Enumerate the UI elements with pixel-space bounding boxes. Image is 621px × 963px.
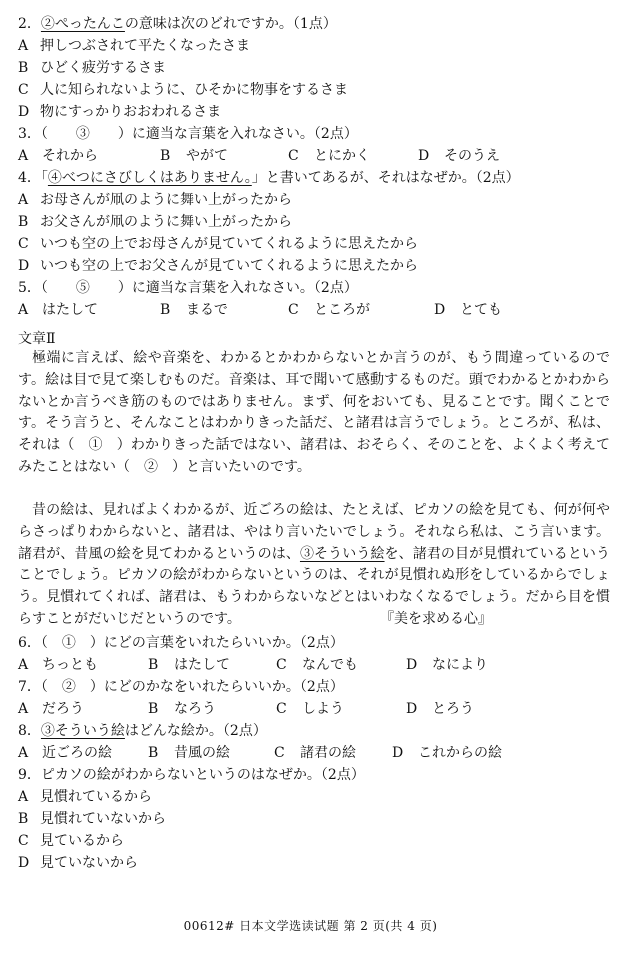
option-letter: A <box>18 148 29 164</box>
passage-source: 『美を求める心』 <box>380 611 492 627</box>
option-letter: C <box>288 148 299 164</box>
option-letter: C <box>18 236 29 252</box>
option-text: まるで <box>186 302 228 318</box>
passage-heading: 文章Ⅱ <box>18 331 56 347</box>
option-letter: B <box>18 60 29 76</box>
question-9: 9．ピカソの絵がわからないというのはなぜか。（2点） <box>18 767 365 783</box>
option-text: 人に知られないように、ひそかに物事をするさま <box>40 82 348 98</box>
option-text: いつも空の上でお母さんが見ていてくれるように思えたから <box>40 236 418 252</box>
option-text: なんでも <box>302 657 358 673</box>
option-letter: B <box>148 657 159 673</box>
option-text: しよう <box>302 701 344 717</box>
question-8-text: はどんな絵か。（2点） <box>124 723 267 739</box>
option-letter: C <box>276 657 287 673</box>
question-6: 6．（ ① ）にどの言葉をいれたらいいか。（2点） <box>18 635 344 651</box>
question-7: 7．（ ② ）にどのかなをいれたらいいか。（2点） <box>18 679 344 695</box>
question-2-number: 2． <box>18 16 41 32</box>
question-2-text: の意味は次のどれですか。（1点） <box>124 16 337 32</box>
option-text: とても <box>460 302 502 318</box>
option-text: 物にすっかりおおわれるさま <box>40 104 222 120</box>
option-letter: A <box>18 789 29 805</box>
option-text: 見慣れていないから <box>40 811 166 827</box>
option-text: はたして <box>42 302 98 318</box>
option-text: いつも空の上でお父さんが見ていてくれるように思えたから <box>40 258 418 274</box>
option-letter: B <box>148 701 159 717</box>
option-letter: D <box>406 657 418 673</box>
question-4-text: 」と書いてあるが、それはなぜか。（2点） <box>251 170 520 186</box>
option-text: とにかく <box>314 148 370 164</box>
option-letter: B <box>160 302 171 318</box>
question-2-reference: ②ぺったんこ <box>40 16 125 32</box>
option-text: そのうえ <box>444 148 500 164</box>
option-text: ところが <box>314 302 370 318</box>
option-text: 見ていないから <box>40 855 138 871</box>
option-letter: D <box>406 701 418 717</box>
option-letter: A <box>18 38 29 54</box>
question-4 <box>18 167 610 189</box>
option-text: 見慣れているから <box>40 789 152 805</box>
question-2 <box>18 13 610 35</box>
passage-reference: ③そういう絵 <box>299 545 385 562</box>
paragraph-text: を、諸君の目が見慣れているということでしょう。ピカソの絵がわからないというのは、それが見慣れぬ形をしているからでしょう。見慣れてくれば、諸君は、もうわからないなどとはいわなくなるでしょう。だから目を慣らすことがだいじだというのです。 <box>18 545 611 627</box>
option-letter: A <box>18 192 29 208</box>
option-letter: D <box>18 258 30 274</box>
option-text: 押しつぶされて平たくなったさま <box>40 38 250 54</box>
option-text: とろう <box>432 701 474 717</box>
option-text: やがて <box>186 148 228 164</box>
option-text: 昔風の絵 <box>174 745 230 761</box>
question-8-reference: ③そういう絵 <box>40 723 125 739</box>
option-text: お父さんが凧のように舞い上がったから <box>40 214 292 230</box>
option-text: はたして <box>174 657 230 673</box>
option-letter: B <box>18 214 29 230</box>
option-text: だろう <box>42 701 84 717</box>
question-5: 5．（ ⑤ ）に適当な言葉を入れなさい。（2点） <box>18 280 358 296</box>
page-footer: 00612# 日本文学选读试题 第 2 页(共 4 页) <box>183 919 438 933</box>
option-letter: A <box>18 745 29 761</box>
option-letter: C <box>18 82 29 98</box>
option-letter: B <box>18 811 29 827</box>
option-letter: A <box>18 657 29 673</box>
option-letter: B <box>148 745 159 761</box>
question-8-number: 8． <box>18 723 41 739</box>
option-text: ちっとも <box>42 657 98 673</box>
question-4-number: 4．「 <box>18 170 48 186</box>
question-8 <box>18 720 610 742</box>
option-letter: D <box>392 745 404 761</box>
option-text: これからの絵 <box>418 745 502 761</box>
option-text: ひどく疲労するさま <box>40 60 166 76</box>
option-letter: A <box>18 302 29 318</box>
paragraph-text: 昔の絵は、見ればよくわかるが、近ごろの絵は、たとえば、ピカソの絵を見ても、何が何やらさっぱりわからないと、諸君は、やはり言いたいでしょう。それなら私は、こう言います。諸君が、昔風の絵を見てわかるというのは、 <box>18 502 610 562</box>
question-4-reference: ④べつにさびしくはありません。 <box>47 170 252 186</box>
option-letter: C <box>288 302 299 318</box>
option-letter: D <box>418 148 430 164</box>
option-text: なろう <box>174 701 216 717</box>
option-letter: D <box>18 104 30 120</box>
option-letter: B <box>160 148 171 164</box>
option-letter: C <box>274 745 285 761</box>
option-letter: D <box>434 302 446 318</box>
option-letter: A <box>18 701 29 717</box>
passage-paragraph-1: 極端に言えば、絵や音楽を、わかるとかわからないとか言うのが、もう間違っているのです。絵は目で見て楽しむものだ。音楽は、耳で聞いて感動するものだ。頭でわかるとかわからないとか言うべき筋のものではありません。まず、何をおいても、見ることです。聞くことです。そう言うと、そんなことはわかりきった話だ、と諸君は言うでしょう。ところが、私は、それは（ ① ）わかりきった話ではない、諸君は、おそらく、そのことを、よくよく考えてみたことはない（ ② ）と言いたいのです。 <box>18 350 610 475</box>
option-text: それから <box>42 148 98 164</box>
option-text: 見ているから <box>40 833 124 849</box>
option-text: なにより <box>432 657 488 673</box>
question-3: 3．（ ③ ）に適当な言葉を入れなさい。（2点） <box>18 126 358 142</box>
option-letter: D <box>18 855 30 871</box>
option-text: 諸君の絵 <box>300 745 356 761</box>
option-text: 近ごろの絵 <box>42 745 112 761</box>
option-letter: C <box>18 833 29 849</box>
option-letter: C <box>276 701 287 717</box>
option-text: お母さんが凧のように舞い上がったから <box>40 192 292 208</box>
